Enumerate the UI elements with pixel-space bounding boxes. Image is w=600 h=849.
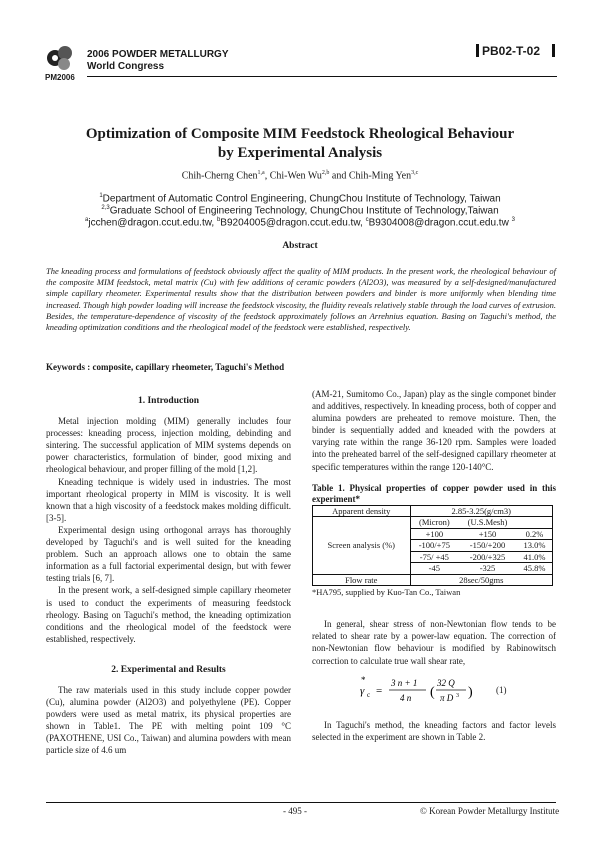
table-cell: -75/ +45 — [410, 551, 458, 563]
table-cell: -325 — [458, 563, 517, 575]
density-label: Apparent density — [313, 505, 411, 517]
code-bar-right — [552, 44, 555, 57]
author-line: Chih-Cherng Chen$^{1,a}$, Chi-Wen Wu$^{2,b}$ and Chih-Ming Yen$^{3,c}$ — [181, 170, 419, 182]
flow-label: Flow rate — [313, 574, 411, 586]
intro-paragraph-4: In the present work, a self-designed simple capillary rheometer is used to conduct the experiments of measuring feedstock rheology. Basing on Taguchi's method, the kneading optimization conditions and the rheological model of the feedstock were established, respectively. — [46, 585, 291, 644]
svg-text:4 n: 4 n — [400, 692, 412, 703]
conference-title: 2006 POWDER METALLURGY — [87, 49, 229, 60]
pm2006-logo-icon — [45, 43, 75, 73]
footer-rule — [46, 802, 556, 803]
page-number: - 495 - — [283, 806, 307, 816]
taguchi-paragraph: In Taguchi's method, the kneading factors and factor levels selected in the experiment are shown in Table 2. — [312, 719, 556, 742]
table-cell: -150/+200 — [458, 540, 517, 552]
svg-text:3 n + 1: 3 n + 1 — [391, 677, 418, 688]
left-column — [46, 395, 291, 757]
rabinowitsch-equation — [356, 671, 486, 711]
table-cell: 13.0% — [517, 540, 553, 552]
svg-text:c: c — [367, 690, 371, 699]
table-row — [313, 505, 553, 517]
svg-text:γ: γ — [360, 684, 365, 697]
intro-paragraph-1: Metal injection molding (MIM) generally includes four processes: kneading process, injection molding, debinding and sintering. The successful application of MIM systems depends on power characteristics, formulation of binder, good mixing and rheological behaviour, and proper filling of the mold [1,2]. — [46, 416, 291, 475]
intro-paragraph-3: Experimental design using orthogonal arrays has thoroughly developed by Taguchi's and is well suited for the kneading problem. Such an approach allows one to obtain the same information as a full factorial experimental design, but with fewer testing trials [6, 7]. — [46, 524, 291, 584]
table-row — [313, 574, 553, 586]
copper-powder-table — [312, 505, 553, 587]
experimental-heading: 2. Experimental and Results — [111, 664, 226, 675]
svg-text:32 Q: 32 Q — [437, 677, 455, 688]
svg-text:*: * — [361, 674, 366, 685]
header-rule — [87, 76, 557, 77]
rheology-paragraph: In general, shear stress of non-Newtonian flow tends to be related to shear rate by a power-law equation. The correction of non-Newtonian flow behaviour is modified by Rabinowitsch correction to calculate true wall shear rate, — [312, 619, 556, 666]
experimental-paragraph-1: The raw materials used in this study include copper powder (Cu), alumina powder (Al2O3) and polyethylene (PE). Copper powders were used as metal matrix, its physical properties are shown in Table1. The PE with melting point 109 °C (PAXOTHENE, USI Co., Taiwan) and alumina powders with mean particle size of 4.6 um — [46, 684, 291, 756]
table-caption: Table 1. Physical properties of copper powder used in this experiment* — [312, 482, 556, 504]
table-cell: 41.0% — [517, 551, 553, 563]
table-cell: +150 — [458, 528, 517, 540]
affiliation-2: $^{2,3}$Graduate School of Engineering Technology, ChungChou Institute of Technology,Taiwan — [101, 205, 499, 217]
svg-text:): ) — [468, 684, 473, 700]
table-note: *HA795, supplied by Kuo-Tan Co., Taiwan — [312, 587, 461, 598]
equation-1 — [312, 671, 556, 713]
screen-label: Screen analysis (%) — [313, 517, 411, 575]
equation-number: (1) — [496, 684, 507, 695]
table-row — [313, 517, 553, 529]
affiliation-1: $^1$Department of Automatic Control Engineering, ChungChou Institute of Technology, Taiwan — [99, 193, 501, 205]
table-cell: 45.8% — [517, 563, 553, 575]
conference-subtitle: World Congress — [87, 61, 165, 72]
paper-code: PB02-T-02 — [482, 44, 541, 58]
paper-title-line1: Optimization of Composite MIM Feedstock Rheological Behaviour — [85, 126, 515, 142]
abstract-heading: Abstract — [282, 241, 318, 251]
table-cell: 0.2% — [517, 528, 553, 540]
intro-paragraph-2: Kneading technique is widely used in industries. The most important rheological property in MIM is viscosity. It is well known that a high viscosity of a feedstock makes molding difficult. [3-5]. — [46, 476, 291, 523]
paper-title-line2: by Experimental Analysis — [217, 145, 383, 161]
intro-heading: 1. Introduction — [137, 396, 200, 406]
micron-head: (Micron) — [410, 517, 458, 529]
experimental-paragraph-2: (AM-21, Sumitomo Co., Japan) play as the single componet binder and additives, respectively. In kneading process, both of copper and alumina powders are preheated to remove moisture. Then, the binder is sequentially added and kneaded with the powders at varying rate within the range 36-120 rpm. Samples were loaded into the preheated barrel of the self-designed capillary rheometer at specific temperatures within the range 120-140°C. — [312, 389, 556, 472]
keywords: Keywords : composite, capillary rheometer, Taguchi's Method — [46, 362, 285, 372]
email-line: $^a$jcchen@dragon.ccut.edu.tw, $^b$B9204005@dragon.ccut.edu.tw, $^c$B9304008@dragon.ccut.edu.tw $^3$ — [85, 217, 515, 229]
density-value: 2.85-3.25(g/cm3) — [410, 505, 552, 517]
table-cell: -100/+75 — [410, 540, 458, 552]
mesh-head: (U.S.Mesh) — [458, 517, 517, 529]
publisher: © Korean Powder Metallurgy Institute — [420, 806, 560, 816]
pct-head — [517, 517, 553, 529]
logo-text: PM2006 — [45, 73, 75, 82]
flow-value: 28sec/50gms — [410, 574, 552, 586]
svg-text:3: 3 — [456, 692, 459, 699]
table-cell: -45 — [410, 563, 458, 575]
table-cell: +100 — [410, 528, 458, 540]
svg-text:π D: π D — [440, 692, 454, 703]
table-cell: -200/+325 — [458, 551, 517, 563]
right-column — [312, 388, 556, 743]
svg-text:=: = — [376, 684, 383, 697]
code-bar-left — [476, 44, 479, 57]
svg-text:(: ( — [430, 684, 435, 700]
abstract-text: The kneading process and formulations of feedstock obviously affect the quality of MIM products. In the present work, the rheological behaviour of the composite MIM feedstock, metal matrix (Cu) with few additions of ceramic powders (Al2O3), was measured by a self-designed/manufactured simple capillary rheometer. Experimental results show that the distribution between powders and binder is more uniformly when blending time increased. Though high powder loading will increase the feedstock viscosity, the fluidity reveals relatively stable through the load curves of extrusion. Besides, the temperature-dependence of viscosity of the feedstock approximately follows an Arrehnius equation. Basing on Taguchi's method, the kneading optimization conditions and the rheological model of the feedstock were established, respectively. — [46, 266, 556, 333]
